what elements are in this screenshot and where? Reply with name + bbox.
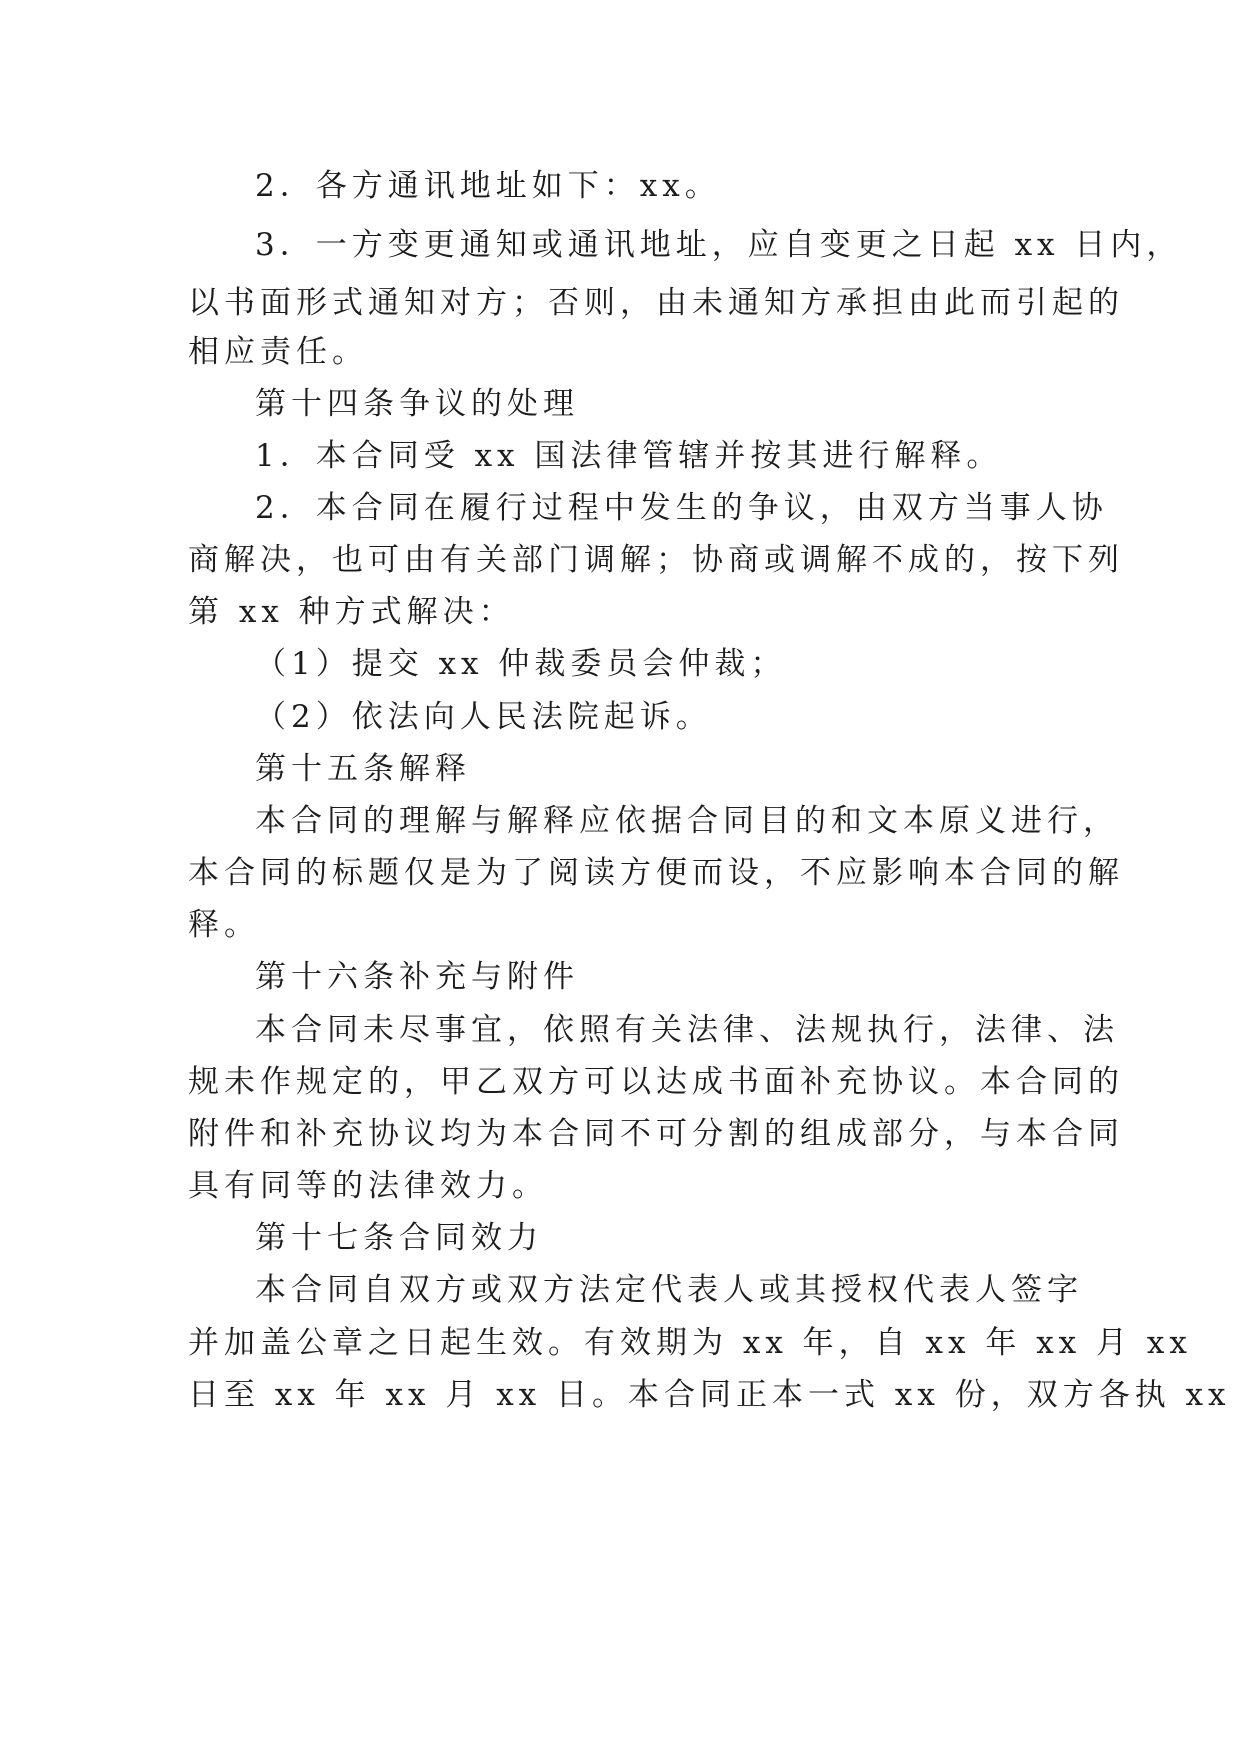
clause-14-heading: 第十四条争议的处理 — [255, 386, 579, 422]
clause-14-item-1: 1．本合同受 xx 国法律管辖并按其进行解释。 — [255, 438, 1003, 474]
clause-15-heading: 第十五条解释 — [255, 751, 471, 787]
clause-14-item-2-line-3: 第 xx 种方式解决： — [188, 594, 515, 630]
clause-14-option-2: （2）依法向人民法院起诉。 — [255, 699, 712, 735]
clause-13-item-3-line-3: 相应责任。 — [188, 334, 368, 370]
clause-13-item-3-line-1: 3．一方变更通知或通讯地址，应自变更之日起 xx 日内， — [255, 227, 1183, 263]
clause-16-line-4: 具有同等的法律效力。 — [188, 1168, 548, 1204]
clause-16-heading: 第十六条补充与附件 — [255, 959, 579, 995]
clause-17-line-3: 日至 xx 年 xx 月 xx 日。本合同正本一式 xx 份，双方各执 xx — [188, 1377, 1231, 1413]
clause-14-item-2-line-2: 商解决，也可由有关部门调解；协商或调解不成的，按下列 — [188, 542, 1124, 578]
clause-16-line-1: 本合同未尽事宜，依照有关法律、法规执行，法律、法 — [255, 1012, 1119, 1048]
clause-16-line-2: 规未作规定的，甲乙双方可以达成书面补充协议。本合同的 — [188, 1064, 1124, 1100]
clause-17-line-2: 并加盖公章之日起生效。有效期为 xx 年，自 xx 年 xx 月 xx — [188, 1325, 1192, 1361]
clause-16-line-3: 附件和补充协议均为本合同不可分割的组成部分，与本合同 — [188, 1116, 1124, 1152]
clause-15-line-2: 本合同的标题仅是为了阅读方便而设，不应影响本合同的解 — [188, 855, 1124, 891]
clause-17-line-1: 本合同自双方或双方法定代表人或其授权代表人签字 — [255, 1272, 1083, 1308]
clause-15-line-3: 释。 — [188, 907, 260, 943]
clause-17-heading: 第十七条合同效力 — [255, 1220, 543, 1256]
clause-14-option-1: （1）提交 xx 仲裁委员会仲裁； — [255, 646, 787, 682]
clause-13-item-3-line-2: 以书面形式通知对方；否则，由未通知方承担由此而引起的 — [188, 285, 1124, 321]
clause-13-item-2: 2．各方通讯地址如下：xx。 — [255, 168, 721, 204]
clause-15-line-1: 本合同的理解与解释应依据合同目的和文本原义进行， — [255, 803, 1119, 839]
clause-14-item-2-line-1: 2．本合同在履行过程中发生的争议，由双方当事人协 — [255, 490, 1108, 526]
